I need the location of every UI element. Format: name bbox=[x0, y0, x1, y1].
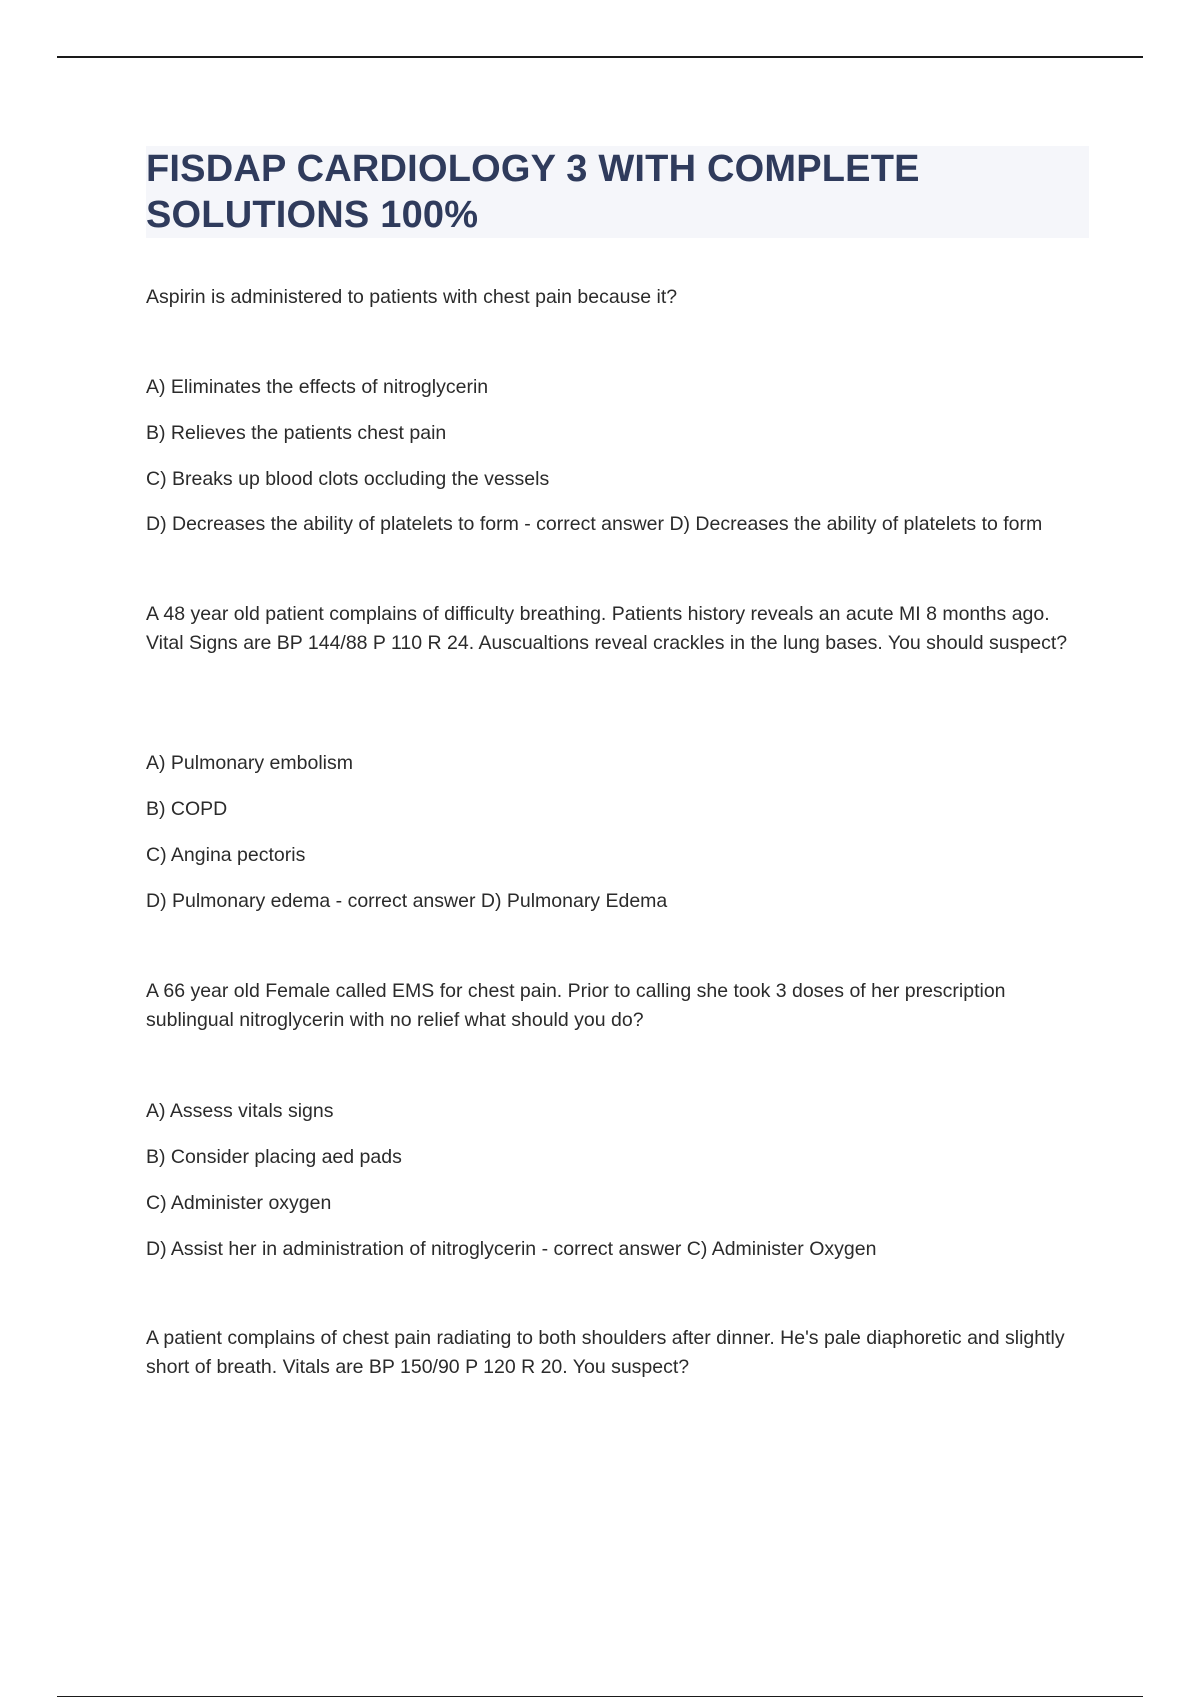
question-4: A patient complains of chest pain radiating to both shoulders after dinner. He's pale diaphoretic and slightly short of breath. Vitals are BP 150/90 P 120 R 20. You suspect? bbox=[146, 1327, 1065, 1378]
q3-option-c: C) Administer oxygen bbox=[146, 1192, 332, 1214]
q3-option-a: A) Assess vitals signs bbox=[146, 1100, 334, 1122]
q2-option-a: A) Pulmonary embolism bbox=[146, 752, 353, 774]
q2-option-c: C) Angina pectoris bbox=[146, 844, 306, 866]
q1-option-a: A) Eliminates the effects of nitroglycerin bbox=[146, 376, 489, 398]
q2-option-b: B) COPD bbox=[146, 798, 228, 820]
q1-option-b: B) Relieves the patients chest pain bbox=[146, 422, 447, 444]
bottom-rule bbox=[57, 1696, 1143, 1697]
question-2: A 48 year old patient complains of difficulty breathing. Patients history reveals an acute MI 8 months ago. Vital Signs are BP 144/88 P 110 R 24. Auscualtions reveal crackles in the lung bases. You should suspect? bbox=[146, 603, 1068, 654]
document-title: FISDAP CARDIOLOGY 3 WITH COMPLETE SOLUTIONS 100% bbox=[146, 148, 920, 236]
question-3: A 66 year old Female called EMS for chest pain. Prior to calling she took 3 doses of her prescription sublingual nitroglycerin with no relief what should you do? bbox=[146, 980, 1006, 1031]
question-1: Aspirin is administered to patients with chest pain because it? bbox=[146, 286, 678, 308]
q1-option-c: C) Breaks up blood clots occluding the vessels bbox=[146, 468, 550, 490]
top-rule bbox=[57, 56, 1143, 58]
q1-option-d-answer: D) Decreases the ability of platelets to form - correct answer D) Decreases the ability of platelets to form bbox=[146, 513, 1043, 535]
q3-option-d-answer: D) Assist her in administration of nitroglycerin - correct answer C) Administer Oxygen bbox=[146, 1238, 877, 1260]
q2-option-d-answer: D) Pulmonary edema - correct answer D) Pulmonary Edema bbox=[146, 890, 668, 912]
q3-option-b: B) Consider placing aed pads bbox=[146, 1146, 402, 1168]
